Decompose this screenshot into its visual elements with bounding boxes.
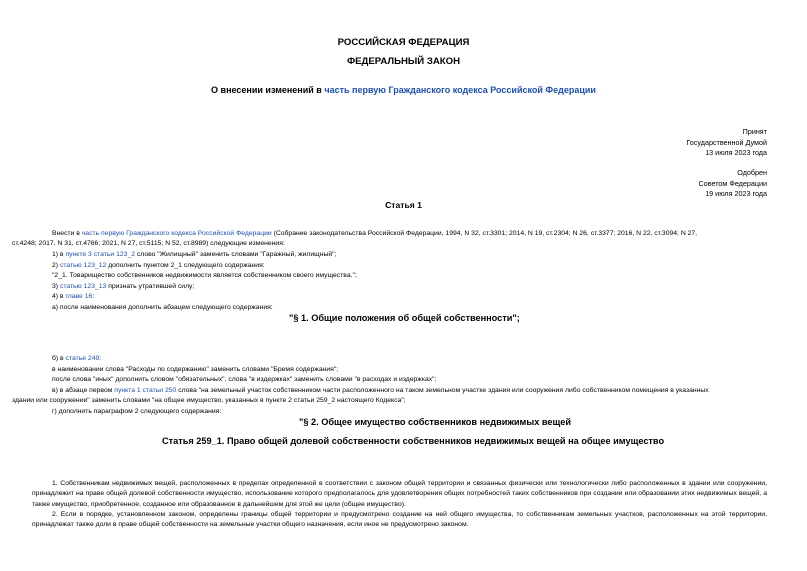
intro-text-a: Внести в (52, 230, 82, 237)
item4-text-a: 4) в (52, 293, 66, 300)
item4v-text-a: в) в абзаце первом (52, 387, 115, 394)
list-item-3 (52, 282, 194, 292)
item2-quote: "2_1. Товарищество собственников недвижимости является собственником своего имущества."; (52, 272, 357, 279)
article-259-1-para-2: 2. Если в порядке, установленном законом, определены границы общей территории и предусмотрено создание на ней общего имущества, то собственникам земельных участков, расположенных на этой территории, принадлежат также доли в праве общей собственности на земельные участки общего назначения, если иное не предусмотрено законом. (32, 511, 767, 529)
approved-by: Советом Федерации (698, 178, 767, 188)
item4v-link[interactable]: пункта 1 статьи 250 (114, 387, 177, 394)
accepted-date: 13 июля 2023 года (705, 148, 767, 157)
list-item-4a: а) после наименования дополнить абзацем следующего содержания: (52, 304, 273, 311)
item2-text-a: 2) (52, 262, 60, 269)
item4b-text-a: б) в (52, 355, 66, 362)
list-item-2 (52, 261, 265, 271)
paragraph-2-heading: "§ 2. Общее имущество собственников недвижимых вещей (299, 417, 572, 427)
paragraph-1-heading: "§ 1. Общие положения об общей собственности"; (289, 313, 520, 323)
article-259-1-para-1: 1. Собственникам недвижимых вещей, расположенных в пределах определенной в соответствии с законом общей территории и связанных физически или технологически либо расположенных в здании или сооружении, принадлежит на праве общей долевой собственности имущество, использование которого предполагалось для удовлетворения общих потребностей таких собственников при создании или образовании этих недвижимых вещей, а также имущество, приобретенное, созданное или образованное в дальнейшем для этой же цели (общее имущество). (32, 480, 767, 508)
item3-text-b: признать утратившей силу; (106, 283, 195, 290)
item2-text-b: дополнить пунктом 2_1 следующего содержания: (106, 262, 265, 269)
list-item-4b (52, 354, 101, 364)
list-item-4v (12, 386, 767, 407)
item4-link[interactable]: главе 16 (65, 293, 93, 300)
country-heading: РОССИЙСКАЯ ФЕДЕРАЦИЯ (337, 37, 470, 48)
item2-link[interactable]: статью 123_12 (59, 262, 107, 269)
item4-text-b: : (92, 293, 95, 300)
list-item-1 (52, 250, 336, 260)
intro-text-b: (Собрание законодательства Российской Федерации, 1994, N 32, ст.3301; 2014, N 19, ст.2304; N 26, ст.3377; 2016, N 22, ст.3094; N 27, (271, 230, 698, 237)
accepted-label: Принят (742, 127, 767, 136)
item1-link[interactable]: пункте 3 статьи 123_2 (65, 251, 135, 258)
article-1-heading: Статья 1 (385, 200, 422, 210)
article-259-1-heading: Статья 259_1. Право общей долевой собственности собственников недвижимых вещей на общее имущество (162, 436, 665, 446)
item3-text-a: 3) (52, 283, 60, 290)
law-title (0, 85, 807, 95)
item4b-text-b: : (99, 355, 102, 362)
approved-label: Одобрен (737, 168, 767, 177)
item4b-link[interactable]: статье 249 (65, 355, 100, 362)
item1-text-a: 1) в (52, 251, 66, 258)
intro-text-c: ст.4248; 2017, N 31, ст.4766; 2021, N 27, ст.5115; N 52, ст.8989) следующие изменения: (12, 240, 285, 248)
item1-text-b: слово "Жилищный" заменить словами "Гаражный, жилищный"; (135, 251, 337, 258)
article-1-intro (12, 229, 767, 250)
item4v-text-c: здании или сооружении" заменить словами "на общее имущество, указанных в пункте 2 статьи 259_2 настоящего Кодекса"; (12, 397, 406, 405)
item3-link[interactable]: статью 123_13 (59, 283, 107, 290)
approved-date: 19 июля 2023 года (705, 189, 767, 198)
law-type-heading: ФЕДЕРАЛЬНЫЙ ЗАКОН (346, 56, 461, 67)
item4v-text-b: слова "на земельный участок собственником части расположенного на таком земельном участке здания или сооружения либо собственником помещения в указанных (176, 387, 709, 394)
adoption-accepted-block (686, 127, 767, 159)
item4b-line-2: после слова "иных" дополнить словом "обязательных", слова "в издержках" заменить словами "в расходах и издержках"; (52, 376, 437, 383)
adoption-approved-block (699, 168, 767, 200)
law-title-link[interactable]: часть первую Гражданского кодекса Российской Федерации (324, 85, 596, 95)
list-item-4 (52, 292, 94, 302)
accepted-by: Государственной Думой (686, 137, 767, 147)
item4b-line-1: в наименовании слова "Расходы по содержанию" заменить словами "Бремя содержания"; (52, 366, 339, 373)
list-item-4g: г) дополнить параграфом 2 следующего содержания: (52, 408, 222, 415)
intro-code-link[interactable]: часть первую Гражданского кодекса Российской Федерации (81, 230, 272, 237)
law-title-prefix: О внесении изменений в (211, 85, 325, 95)
